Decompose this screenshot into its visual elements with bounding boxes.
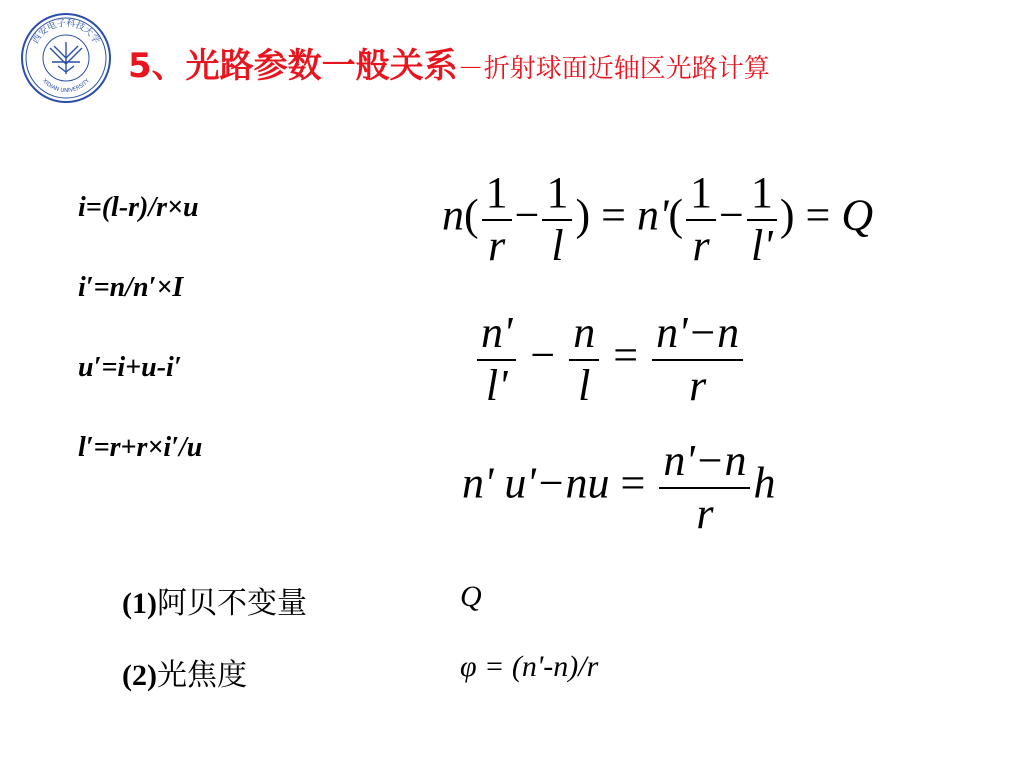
eq3-frac-power [659, 436, 750, 539]
eq3-frac-num: n'−n [659, 436, 750, 489]
eq1-frac1-num: 1 [482, 168, 512, 221]
eq1-nprime: n' [636, 190, 669, 240]
eq1-frac3-num: 1 [686, 168, 716, 221]
eq1-frac-1-l [542, 168, 572, 271]
eq1-minus-1: − [514, 190, 540, 240]
formula-incidence-angle: i=(l-r)/r×u [78, 192, 199, 223]
eq1-open-paren-2: ( [668, 190, 684, 240]
eq3-h: h [753, 458, 776, 508]
eq2-frac-n-l [569, 308, 599, 411]
eq2-frac2-den: l [578, 360, 591, 410]
page-title [128, 38, 770, 87]
eq1-close-paren: ) [575, 190, 591, 240]
formula-image-distance: l′=r+r×i′/u [78, 432, 203, 463]
eq3-equals: = [620, 458, 646, 508]
logo-text-top: 西安电子科技大学 [30, 18, 102, 46]
formula-refraction-angle: i′=n/n′×I [78, 272, 184, 303]
eq2-frac3-den: r [689, 360, 707, 410]
equation-refraction-sphere [474, 308, 746, 411]
title-dash: － [457, 54, 484, 84]
eq3-lhs: n' u'−nu [462, 458, 610, 508]
eq1-Q: Q [841, 190, 874, 240]
eq1-frac-1-r-2 [686, 168, 716, 271]
logo-text-bottom: XIDIAN UNIVERSITY [41, 78, 91, 95]
item2-value: φ = (n'-n)/r [460, 650, 599, 683]
list-item-abbe-invariant [122, 578, 307, 622]
eq2-frac1-num: n' [477, 308, 516, 361]
eq1-open-paren: ( [464, 190, 479, 240]
svg-text:XIDIAN UNIVERSITY [41, 78, 91, 94]
formula-image-aperture: u′=i+u-i′ [78, 352, 182, 383]
title-sub: 折射球面近轴区光路计算 [483, 54, 770, 84]
eq1-frac2-num: 1 [542, 168, 572, 221]
eq1-frac1-den: r [488, 220, 506, 270]
item1-value: Q [460, 580, 482, 613]
item1-label: 阿贝不变量 [156, 586, 307, 621]
eq2-frac1-den: l' [485, 360, 508, 410]
eq1-frac-1-r [482, 168, 512, 271]
eq3-frac-den: r [696, 488, 714, 538]
eq1-equals-1: = [601, 190, 626, 240]
item1-number: (1) [122, 587, 157, 620]
eq1-minus-2: − [719, 190, 744, 240]
eq1-frac4-den: l' [751, 220, 773, 270]
eq2-frac-nprime-lprime [477, 308, 516, 411]
equation-abbe-invariant [442, 168, 873, 271]
eq1-n: n [442, 190, 464, 240]
eq1-frac2-den: l [551, 220, 564, 270]
title-main: 5、光路参数一般关系 [128, 46, 458, 86]
eq1-close-paren-2: ) [779, 190, 795, 240]
equation-aperture-height [462, 436, 775, 539]
eq2-frac-power [652, 308, 743, 411]
list-item-optical-power [122, 650, 247, 694]
university-logo [20, 12, 112, 104]
eq1-frac4-num: 1 [747, 168, 777, 221]
eq2-frac3-num: n'−n [652, 308, 743, 361]
eq1-frac-1-lprime [747, 168, 777, 271]
item2-number: (2) [122, 659, 157, 692]
eq2-equals: = [613, 330, 639, 380]
eq2-minus: − [530, 330, 556, 380]
eq2-frac2-num: n [569, 308, 599, 361]
logo-emblem-icon [50, 42, 82, 74]
eq1-equals-2: = [805, 190, 831, 240]
eq1-frac3-den: r [692, 220, 710, 270]
item2-label: 光焦度 [156, 658, 247, 693]
